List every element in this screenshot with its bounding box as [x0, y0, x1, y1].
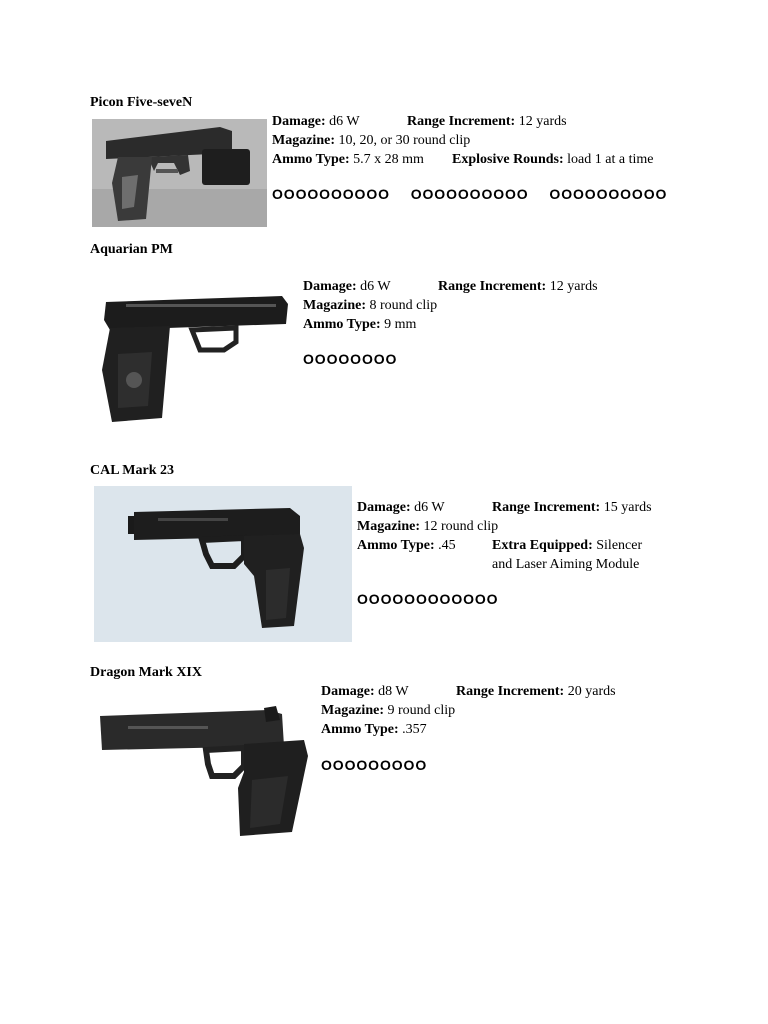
explosive-value: load 1 at a time	[567, 152, 654, 167]
range-label: Range Increment:	[407, 114, 516, 129]
ammo-value: 9 mm	[384, 317, 417, 332]
ammo-box-group: OOOOOOOOO	[321, 757, 428, 773]
damage-value: d6 W	[329, 114, 360, 129]
ammo-box-group: OOOOOOOOOOOO	[357, 591, 499, 607]
weapon-title: CAL Mark 23	[90, 463, 174, 478]
ammo-value: .45	[438, 538, 456, 553]
ammo-box-group: OOOOOOOOOO	[549, 186, 668, 202]
stats-row	[357, 498, 687, 517]
stats-row	[303, 296, 663, 315]
damage-label: Damage:	[357, 500, 411, 515]
magazine-label: Magazine:	[321, 703, 384, 718]
magazine-label: Magazine:	[303, 298, 366, 313]
range-value: 15 yards	[603, 500, 652, 515]
extra-value-line2: and Laser Aiming Module	[492, 557, 640, 572]
damage-value: d6 W	[360, 279, 391, 294]
damage-label: Damage:	[303, 279, 357, 294]
pistol-image-mark23	[94, 486, 352, 642]
ammo-value: .357	[402, 722, 427, 737]
magazine-value: 12 round clip	[423, 519, 499, 534]
ammo-box-group: OOOOOOOO	[303, 351, 398, 367]
stats-row	[272, 131, 692, 150]
damage-value: d6 W	[414, 500, 445, 515]
weapon-title: Dragon Mark XIX	[90, 665, 202, 680]
ammo-label: Ammo Type:	[321, 722, 399, 737]
damage-label: Damage:	[321, 684, 375, 699]
damage-value: d8 W	[378, 684, 409, 699]
stats-row	[321, 720, 681, 739]
weapon-stats	[357, 498, 687, 574]
range-label: Range Increment:	[492, 500, 601, 515]
weapon-stats	[303, 277, 663, 334]
stats-row	[357, 517, 687, 536]
weapon-stats	[272, 112, 692, 169]
magazine-label: Magazine:	[357, 519, 420, 534]
stats-row	[303, 315, 663, 334]
pistol-image-makarov	[96, 290, 291, 426]
ammo-tracker	[321, 757, 427, 773]
extra-value-line1: Silencer	[596, 538, 643, 553]
weapon-title: Aquarian PM	[90, 242, 173, 257]
range-value: 12 yards	[518, 114, 567, 129]
pistol-photo	[94, 486, 352, 642]
range-label: Range Increment:	[438, 279, 547, 294]
magazine-label: Magazine:	[272, 133, 335, 148]
range-label: Range Increment:	[456, 684, 565, 699]
stats-row	[357, 555, 687, 574]
explosive-label: Explosive Rounds:	[452, 152, 564, 167]
ammo-label: Ammo Type:	[357, 538, 435, 553]
pistol-image-five-seven	[92, 119, 267, 227]
pistol-photo	[96, 290, 291, 426]
weapon-stats	[321, 682, 681, 739]
stats-row	[272, 112, 692, 131]
stats-row	[357, 536, 687, 555]
ammo-tracker	[357, 591, 498, 607]
pistol-photo	[92, 119, 267, 227]
ammo-box-group: OOOOOOOOOO	[410, 186, 529, 202]
stats-row	[272, 150, 692, 169]
ammo-box-group: OOOOOOOOOO	[272, 186, 390, 202]
pistol-image-desert-eagle	[98, 706, 310, 840]
extra-label: Extra Equipped:	[492, 538, 593, 553]
stats-row	[321, 701, 681, 720]
ammo-value: 5.7 x 28 mm	[353, 152, 424, 167]
ammo-label: Ammo Type:	[303, 317, 381, 332]
magazine-value: 10, 20, or 30 round clip	[338, 133, 471, 148]
stats-row	[321, 682, 681, 701]
damage-label: Damage:	[272, 114, 326, 129]
ammo-tracker	[272, 186, 667, 202]
pistol-photo	[98, 706, 310, 840]
weapon-title: Picon Five-seveN	[90, 95, 193, 110]
stats-row	[303, 277, 663, 296]
ammo-tracker	[303, 351, 397, 367]
range-value: 12 yards	[549, 279, 598, 294]
magazine-value: 8 round clip	[369, 298, 438, 313]
magazine-value: 9 round clip	[387, 703, 456, 718]
ammo-label: Ammo Type:	[272, 152, 350, 167]
range-value: 20 yards	[567, 684, 616, 699]
